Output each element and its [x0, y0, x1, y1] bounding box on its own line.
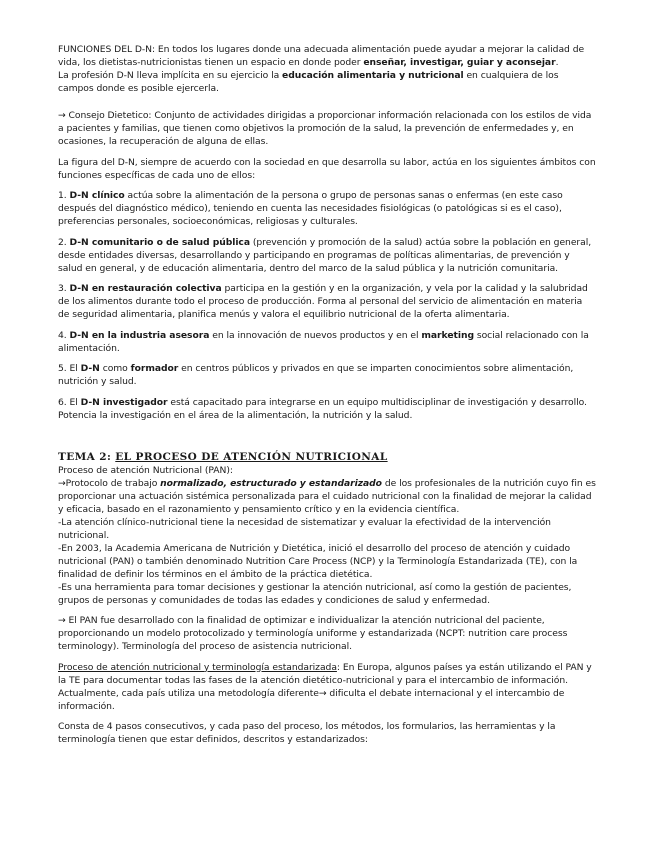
document-page — [58, 43, 596, 754]
paragraph-actualmente: Actualmente, cada país utiliza una metodología diferente→ dificulta el debate internacional y el intercambio de información. — [58, 687, 565, 712]
list-item-industria — [58, 329, 596, 355]
bold-text: D-N — [80, 363, 100, 374]
text: como — [99, 363, 131, 374]
text: 1. — [58, 190, 70, 201]
bold-italic-text: normalizado, estructurado y estandarizado — [160, 477, 382, 489]
bold-text: formador — [130, 363, 179, 374]
bold-text: D-N en restauración colectiva — [69, 283, 222, 294]
text: de los profesionales de la nutrición cuyo fin es proporcionar una actuación sistémica personalizada para el cuidado nutricional con la finalidad de mejorar la calidad y eficacia, basado en el razonamiento y pensamiento crítico y en la evidencia científica. — [58, 477, 596, 515]
text: La profesión D-N lleva implícita en su ejercicio la — [58, 70, 283, 81]
paragraph-terminologia — [58, 661, 596, 687]
text: 5. El — [58, 363, 81, 374]
text: social relacionado con la alimentación. — [58, 329, 589, 354]
bold-text: D-N comunitario o de salud pública — [69, 236, 250, 248]
paragraph-pan — [58, 464, 596, 607]
bold-text: D-N clínico — [69, 190, 125, 201]
paragraph-funciones — [58, 43, 596, 69]
section-heading-tema-2 — [58, 451, 596, 464]
bold-text: enseñar, investigar, guiar y aconsejar — [363, 57, 556, 68]
list-item-formador — [58, 362, 596, 388]
paragraph-pan-finalidad: → El PAN fue desarrollado con la finalidad de optimizar e individualizar la atención nutricional del paciente, proporcionando un modelo protocolizado y terminología uniforme y estandarizada (NCPT: nutrition care process terminology). Terminología del proceso de asistencia nutricional. — [58, 615, 568, 652]
text: 6. El — [58, 396, 81, 408]
text: -La atención clínico-nutricional tiene la necesidad de sistematizar y evaluar la efectividad de la intervención nutricional. — [58, 516, 551, 541]
text: en cualquiera de los campos donde es posible ejercerla. — [58, 70, 559, 94]
paragraph-figura: La figura del D-N, siempre de acuerdo con la sociedad en que desarrolla su labor, actúa en los siguientes ámbitos con funciones específicas de cada uno de ellos: — [58, 156, 596, 181]
text: -En 2003, la Academia Americana de Nutrición y Dietética, inició el desarrollo del proceso de atención y cuidado nutricional (PAN) o también denominado Nutrition Care Process (NCP) y la Terminología Estandarizada (TE), con la finalidad de definir los términos en el ámbito de la práctica dietética. — [58, 542, 578, 580]
text: en centros públicos y privados en que se imparten conocimientos sobre alimentación, nutrición y salud. — [58, 363, 574, 387]
heading-label: TEMA 2: — [58, 450, 116, 463]
underlined-text: Proceso de atención nutricional y terminología estandarizada — [58, 661, 337, 673]
bold-text: marketing — [421, 329, 474, 341]
bold-text: D-N investigador — [80, 396, 168, 408]
list-item-investigador — [58, 396, 596, 422]
text: 3. — [58, 283, 70, 294]
text: →Protocolo de trabajo — [58, 477, 161, 489]
text: . — [555, 57, 559, 68]
text: participa en la gestión y en la organización, y vela por la calidad y la salubridad de los alimentos durante todo el proceso de producción. Forma al personal del servicio de alimentación en materia de seguridad alimentaria, planifica menús y valora el equilibrio nutricional de la oferta alimentaria. — [58, 283, 588, 320]
text: está capacitado para integrarse en un equipo multidisciplinar de investigación y desarrollo. Potencia la investigación en el área de la alimentación, la nutrición y la salud. — [58, 396, 587, 421]
text: -Es una herramienta para tomar decisiones y gestionar la atención nutricional, así como la gestión de pacientes, grupos de personas y comunidades de todas las edades y condiciones de salud y enfermedad. — [58, 581, 572, 606]
paragraph-consejo: → Consejo Dietetico: Conjunto de actividades dirigidas a proporcionar información relacionada con los estilos de vida a pacientes y familias, que tienen como objetivos la promoción de la salud, la prevención de enfermedades y, en ocasiones, la recuperación de alguna de ellas. — [58, 110, 592, 147]
text: Proceso de atención Nutricional (PAN): — [58, 464, 233, 476]
text: en la innovación de nuevos productos y en el — [209, 329, 422, 341]
text: 2. — [58, 236, 70, 248]
paragraph-consta: Consta de 4 pasos consecutivos, y cada paso del proceso, los métodos, los formularios, las herramientas y la terminología tienen que estar definidos, descritos y estandarizados: — [58, 721, 556, 745]
text: actúa sobre la alimentación de la persona o grupo de personas sanas o enfermas (en este caso después del diagnóstico médico), teniendo en cuenta las necesidades fisiológicas (o patológicas si es el caso), preferencias personales, socioeconómicas, religiosas y culturales. — [58, 190, 563, 227]
heading-title: EL PROCESO DE ATENCIÓN NUTRICIONAL — [115, 450, 388, 463]
text: (prevención y promoción de la salud) actúa sobre la población en general, desde entidades diversas, desarrollando y participando en programas de políticas alimentarias, de prevención y salud en general, y de educación alimentaria, dentro del marco de la salud pública y la nutrición comunitaria. — [58, 236, 592, 274]
bold-text: educación alimentaria y nutricional — [282, 70, 464, 81]
text: : En Europa, algunos países ya están utilizando el PAN y la TE para documentar todas las fases de la atención dietético-nutricional y para el intercambio de información. — [58, 661, 592, 686]
list-item-restauracion — [58, 282, 596, 321]
text: 4. — [58, 329, 70, 341]
paragraph-profesion — [58, 69, 596, 95]
list-item-comunitario — [58, 236, 596, 275]
text: FUNCIONES DEL D-N: En todos los lugares donde una adecuada alimentación puede ayudar a mejorar la calidad de vida, los dietistas-nutricionistas tienen un espacio en donde poder — [58, 44, 585, 68]
bold-text: D-N en la industria asesora — [69, 329, 210, 341]
list-item-clinico — [58, 189, 596, 228]
